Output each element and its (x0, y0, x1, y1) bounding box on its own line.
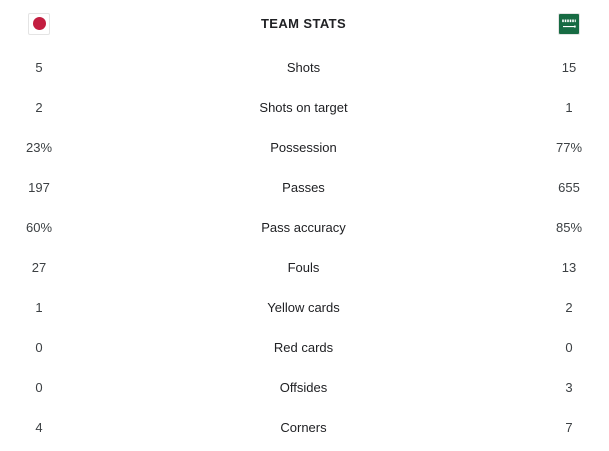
home-value: 197 (28, 179, 50, 195)
away-value: 85% (555, 219, 583, 235)
away-value: 1 (565, 99, 573, 115)
away-value: 15 (561, 59, 577, 75)
stat-row-possession (0, 127, 609, 167)
stat-label: Passes (282, 179, 325, 195)
away-value: 0 (565, 339, 573, 355)
stat-row-shots (0, 47, 609, 87)
away-value: 77% (555, 139, 583, 155)
home-value: 1 (35, 299, 43, 315)
away-value: 13 (561, 259, 577, 275)
away-team-flag (529, 13, 609, 35)
saudi-arabia-flag-icon (558, 13, 580, 35)
stat-row-offsides (0, 367, 609, 407)
stat-row-red-cards (0, 327, 609, 367)
away-value: 2 (565, 299, 573, 315)
team-stats-header (0, 0, 609, 47)
stat-row-fouls (0, 247, 609, 287)
home-team-flag (0, 13, 78, 35)
japan-flag-icon (28, 13, 50, 35)
japan-flag-circle (33, 17, 46, 30)
stat-label: Possession (270, 139, 337, 155)
home-value: 23% (25, 139, 53, 155)
stat-row-shots-on-target (0, 87, 609, 127)
stat-row-yellow-cards (0, 287, 609, 327)
stat-label: Offsides (279, 379, 328, 395)
stat-row-corners (0, 407, 609, 447)
stat-label: Shots on target (259, 99, 348, 115)
stat-row-passes (0, 167, 609, 207)
away-value: 655 (558, 179, 580, 195)
home-value: 0 (35, 339, 43, 355)
saudi-arabia-flag-art (559, 14, 579, 34)
stat-label: Pass accuracy (261, 219, 346, 235)
home-value: 60% (25, 219, 53, 235)
home-value: 2 (35, 99, 43, 115)
home-value: 27 (31, 259, 47, 275)
stat-label: Corners (280, 419, 327, 435)
away-value: 3 (565, 379, 573, 395)
home-value: 4 (35, 419, 43, 435)
team-stats-title: TEAM STATS (260, 16, 347, 31)
away-value: 7 (565, 419, 573, 435)
stat-label: Yellow cards (267, 299, 340, 315)
home-value: 5 (35, 59, 43, 75)
stat-row-pass-accuracy (0, 207, 609, 247)
home-value: 0 (35, 379, 43, 395)
stat-label: Red cards (273, 339, 334, 355)
stat-label: Shots (286, 59, 321, 75)
stat-label: Fouls (287, 259, 320, 275)
